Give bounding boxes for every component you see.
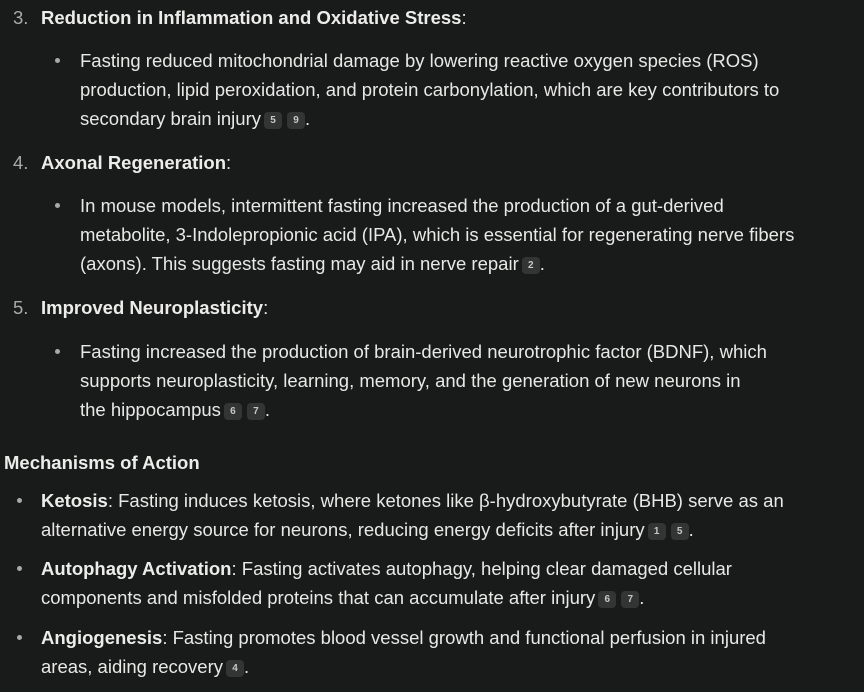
list-number: 4. [13,152,29,173]
bullet-line: Fasting increased the production of brain-derived neurotrophic factor (BDNF), which [80,341,767,362]
citation-badge[interactable]: 6 [224,403,242,420]
citation-badge[interactable]: 7 [247,403,265,420]
citation-badge[interactable]: 7 [621,591,639,608]
bullet-line: supports neuroplasticity, learning, memory, and the generation of new neurons in [80,370,741,391]
mechanism-line: areas, aiding recovery 4 . [41,656,250,677]
mechanism-line: components and misfolded proteins that can accumulate after injury 6 7 . [41,587,645,608]
mechanism-line: alternative energy source for neurons, reducing energy deficits after injury 1 5 . [41,519,694,540]
citation-badge[interactable]: 5 [264,112,282,129]
citation-badge[interactable]: 5 [671,523,689,540]
list-item-title-text: Improved Neuroplasticity [41,297,264,318]
list-item-title: Improved Neuroplasticity: [41,297,269,318]
mechanism-item-angiogenesis [41,623,864,681]
citation-badge[interactable]: 1 [648,523,666,540]
bullet-line: In mouse models, intermittent fasting increased the production of a gut-derived [80,195,724,216]
citation-badge[interactable]: 9 [287,112,305,129]
citation-badge[interactable]: 6 [598,591,616,608]
list-item-title-text: Axonal Regeneration [41,152,227,173]
list-item-title: Axonal Regeneration: [41,152,232,173]
bullet-line: secondary brain injury 5 9 . [80,108,311,129]
bullet-line: metabolite, 3-Indolepropionic acid (IPA), which is essential for regenerating nerve fibers [80,224,795,245]
mechanism-item-autophagy [41,554,864,612]
bullet-line: (axons). This suggests fasting may aid in nerve repair 2 . [80,253,545,274]
bullet-line: production, lipid peroxidation, and protein carbonylation, which are key contributors to [80,79,780,100]
section-heading: Mechanisms of Action [4,452,200,473]
list-item-title: Reduction in Inflammation and Oxidative Stress: [41,7,467,28]
bullet-line: the hippocampus 6 7 . [80,399,271,420]
mechanism-line: Angiogenesis: Fasting promotes blood vessel growth and functional perfusion in injured [41,627,766,648]
citation-badge[interactable]: 2 [522,257,540,274]
mechanism-term: Angiogenesis [41,627,163,648]
mechanism-item-ketosis [41,486,864,544]
list-item-bullet [80,46,864,133]
bullet-line: Fasting reduced mitochondrial damage by lowering reactive oxygen species (ROS) [80,50,759,71]
list-item-title-text: Reduction in Inflammation and Oxidative Stress [41,7,462,28]
list-number: 3. [13,7,29,28]
mechanism-term: Autophagy Activation [41,558,232,579]
mechanism-line: Ketosis: Fasting induces ketosis, where ketones like β-hydroxybutyrate (BHB) serve as an [41,490,784,511]
mechanism-line: Autophagy Activation: Fasting activates autophagy, helping clear damaged cellular [41,558,732,579]
list-item-bullet [80,337,864,424]
list-item-bullet [80,191,864,278]
mechanism-term: Ketosis [41,490,108,511]
list-number: 5. [13,297,29,318]
citation-badge[interactable]: 4 [226,660,244,677]
